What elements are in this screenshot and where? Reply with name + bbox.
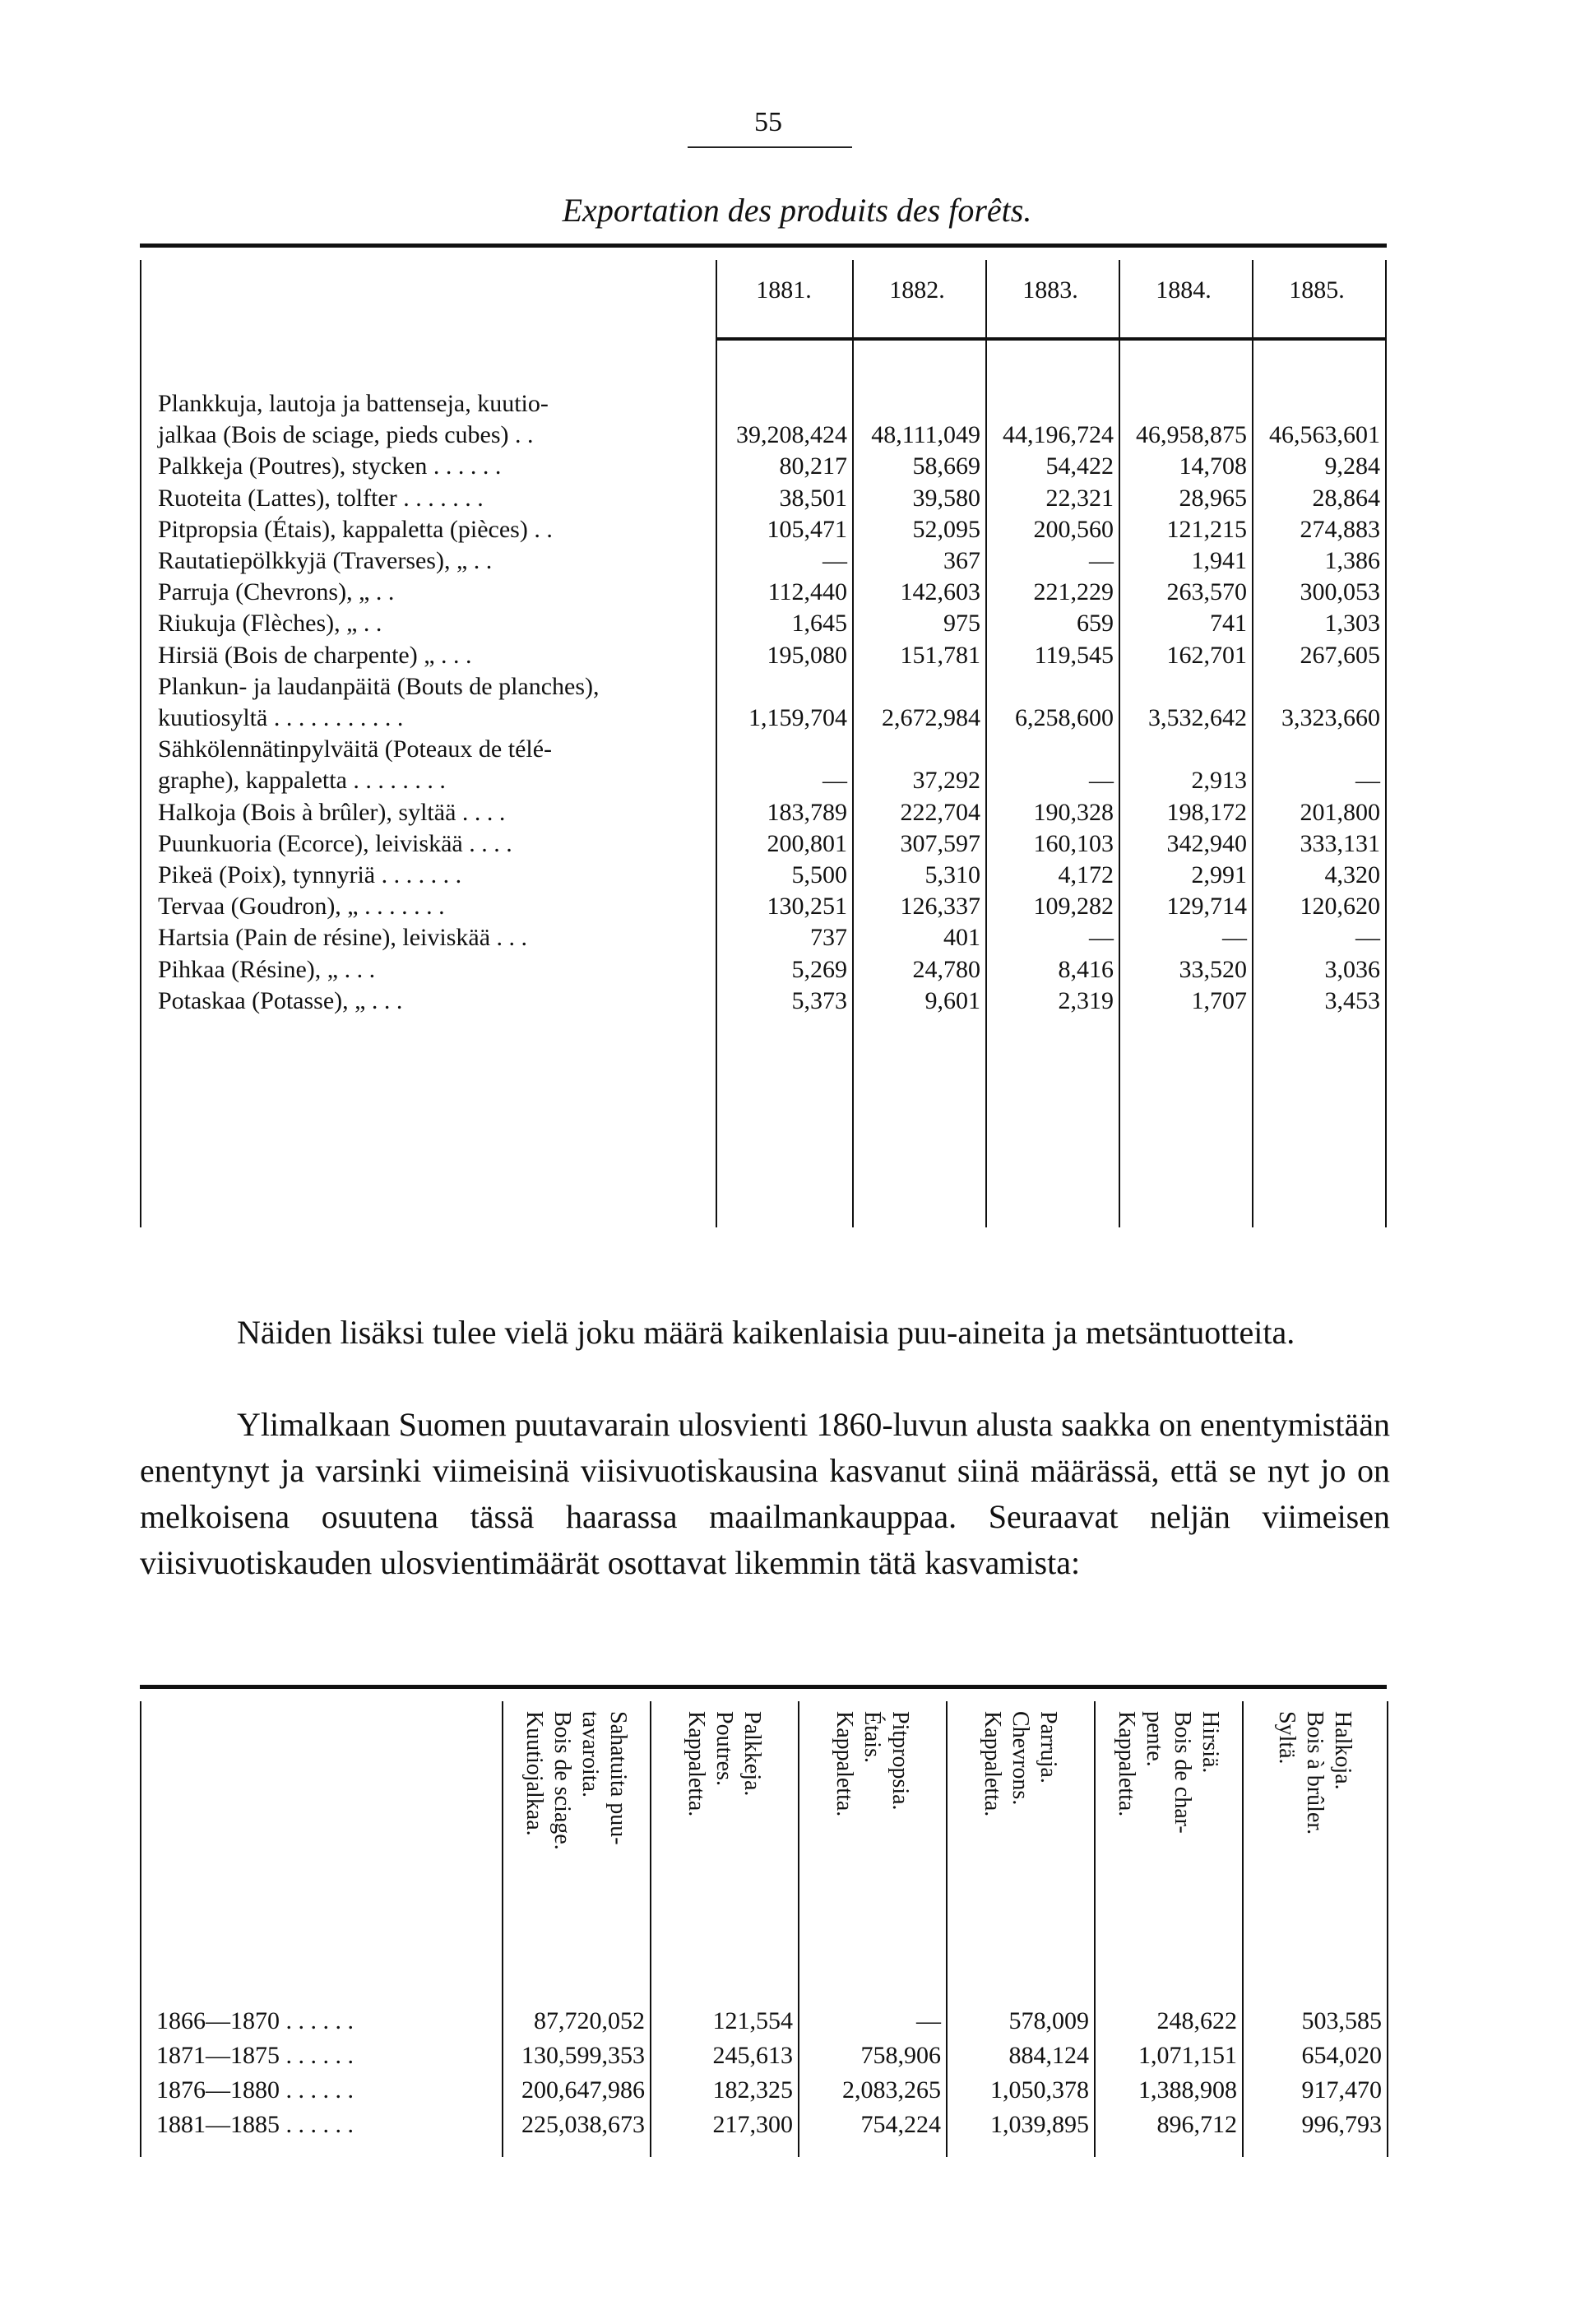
table-cell: 130,599,353 xyxy=(521,2042,645,2069)
table-cell: 333,131 xyxy=(1300,829,1380,857)
header-line: Chevrons. xyxy=(1008,1711,1033,1806)
table-left-rule xyxy=(140,260,141,1227)
paragraph-1 xyxy=(140,1310,1390,1356)
table-cell: 3,532,642 xyxy=(1148,704,1247,731)
table-cell: 129,714 xyxy=(1166,893,1247,921)
column-header-text xyxy=(830,1711,914,1816)
paragraph-text: Näiden lisäksi tulee vielä joku määrä kaikenlaisia puu-aineita ja metsäntuotteita. xyxy=(237,1314,1295,1351)
table-cell: 126,337 xyxy=(900,893,980,921)
table-cell: 3,453 xyxy=(1324,986,1380,1014)
column-rule xyxy=(852,260,854,1227)
table-cell: — xyxy=(1089,767,1114,795)
table-cell: 5,500 xyxy=(791,861,847,888)
table-cell: 87,720,052 xyxy=(534,2007,645,2034)
period-label: 1866—1870 . . . . . . xyxy=(156,2007,354,2034)
table-cell: 195,080 xyxy=(767,641,847,669)
table-cell: 1,707 xyxy=(1191,986,1247,1014)
header-line: Kappaletta. xyxy=(832,1711,857,1817)
row-label-line1: Plankun- ja laudanpäitä (Bouts de planches), xyxy=(158,672,600,700)
row-label: Pitpropsia (Étais), kappaletta (pièces) . . xyxy=(158,515,553,543)
table-cell: 33,520 xyxy=(1179,955,1247,983)
table-cell: 1,050,378 xyxy=(990,2076,1089,2104)
table-cell: 1,388,908 xyxy=(1138,2076,1237,2104)
table-cell: 130,251 xyxy=(767,893,847,921)
table-cell: 39,208,424 xyxy=(736,421,847,449)
column-header-text xyxy=(520,1711,632,1850)
table-cell: 2,083,265 xyxy=(842,2076,941,2104)
table-cell: 401 xyxy=(943,924,980,952)
column-header xyxy=(1242,1705,1387,1976)
table-cell: 659 xyxy=(1077,610,1114,638)
table-cell: 503,585 xyxy=(1301,2007,1382,2034)
table-cell: 109,282 xyxy=(1033,893,1114,921)
table-cell: 5,269 xyxy=(791,955,847,983)
table-cell: — xyxy=(1089,924,1114,952)
table-cell: 917,470 xyxy=(1301,2076,1382,2104)
table-cell: 38,501 xyxy=(779,484,847,512)
table-cell: 142,603 xyxy=(900,578,980,606)
table-cell: 52,095 xyxy=(912,515,980,543)
table-cell: 121,554 xyxy=(712,2007,793,2034)
table-cell: 105,471 xyxy=(767,515,847,543)
table-cell: 28,965 xyxy=(1179,484,1247,512)
table-cell: 28,864 xyxy=(1312,484,1380,512)
table-cell: 217,300 xyxy=(712,2111,793,2138)
table-cell: 112,440 xyxy=(767,578,847,606)
year-header: 1883. xyxy=(1022,276,1078,304)
column-header-text xyxy=(1272,1711,1356,1835)
column-header xyxy=(1094,1705,1242,1976)
column-header-text xyxy=(1112,1711,1224,1834)
row-label: Pikeä (Poix), tynnyriä . . . . . . . xyxy=(158,861,462,888)
table-cell: 1,941 xyxy=(1191,547,1247,574)
table-cell: — xyxy=(1089,547,1114,574)
table-cell: 200,801 xyxy=(767,829,847,857)
paragraph-text: Ylimalkaan Suomen puutavarain ulosvienti 1860-luvun alusta saakka on enentymistään enentynyt ja varsinki viimeisinä viisivuotiskausina kasvanut siinä määrässä, että se nyt jo on melkoisena osuutena tässä haarassa maailmankauppaa. Seuraavat neljän viimeisen viisivuotiskauden ulosvientimäärät osottavat likemmin tätä kasvamista: xyxy=(140,1406,1390,1581)
column-rule xyxy=(1385,260,1387,1227)
period-label: 1876—1880 . . . . . . xyxy=(156,2076,354,2104)
column-rule xyxy=(1252,260,1253,1227)
header-line: Hirsiä. xyxy=(1198,1711,1223,1774)
table-cell: 162,701 xyxy=(1166,641,1247,669)
table-cell: 182,325 xyxy=(712,2076,793,2104)
table-top-rule xyxy=(140,1685,1387,1689)
table-cell: — xyxy=(1222,924,1247,952)
row-label-line1: Plankkuja, lautoja ja battenseja, kuutio- xyxy=(158,390,549,417)
row-label: Parruja (Chevrons), „ . . xyxy=(158,578,395,606)
row-label: Riukuja (Flèches), „ . . xyxy=(158,610,382,638)
table-cell: 48,111,049 xyxy=(871,421,980,449)
table-cell: 274,883 xyxy=(1300,515,1380,543)
table-cell: 46,563,601 xyxy=(1269,421,1380,449)
table-cell: 5,373 xyxy=(791,986,847,1014)
column-header xyxy=(798,1705,946,1976)
header-line: Sahatuita puu- xyxy=(605,1711,631,1845)
table-cell: 190,328 xyxy=(1033,798,1114,826)
table-cell: 222,704 xyxy=(900,798,980,826)
table-cell: 267,605 xyxy=(1300,641,1380,669)
row-label: Hirsiä (Bois de charpente) „ . . . xyxy=(158,641,472,669)
table-cell: 198,172 xyxy=(1166,798,1247,826)
table-cell: 6,258,600 xyxy=(1015,704,1114,731)
header-line: Parruja. xyxy=(1036,1711,1061,1784)
row-label: Potaskaa (Potasse), „ . . . xyxy=(158,986,403,1014)
table-cell: 3,036 xyxy=(1324,955,1380,983)
table-cell: 37,292 xyxy=(912,767,980,795)
table-cell: 151,781 xyxy=(900,641,980,669)
table-cell: 884,124 xyxy=(1008,2042,1089,2069)
year-header: 1882. xyxy=(889,276,945,304)
table-cell: 248,622 xyxy=(1156,2007,1237,2034)
table-cell: 1,071,151 xyxy=(1138,2042,1237,2069)
header-line: Bois à brûler. xyxy=(1302,1711,1328,1835)
table-top-rule xyxy=(140,244,1387,248)
row-label: Palkkeja (Poutres), stycken . . . . . . xyxy=(158,452,502,480)
table-cell: 44,196,724 xyxy=(1003,421,1114,449)
column-rule xyxy=(716,260,717,1227)
table-cell: 758,906 xyxy=(860,2042,941,2069)
table-cell: — xyxy=(1355,924,1380,952)
table-cell: 183,789 xyxy=(767,798,847,826)
table-cell: 654,020 xyxy=(1301,2042,1382,2069)
table-cell: 121,215 xyxy=(1166,515,1247,543)
header-line: Syltä. xyxy=(1274,1711,1300,1765)
table-cell: 201,800 xyxy=(1300,798,1380,826)
table-cell: 200,560 xyxy=(1033,515,1114,543)
year-header: 1884. xyxy=(1156,276,1212,304)
column-header-text xyxy=(682,1711,766,1816)
table-cell: 5,310 xyxy=(924,861,980,888)
row-label: Tervaa (Goudron), „ . . . . . . . xyxy=(158,893,445,921)
table-cell: 54,422 xyxy=(1045,452,1114,480)
table-cell: 3,323,660 xyxy=(1281,704,1380,731)
table-cell: 1,159,704 xyxy=(748,704,847,731)
header-line: Poutres. xyxy=(711,1711,737,1786)
row-label-line1: Sähkölennätinpylväitä (Poteaux de télé- xyxy=(158,735,553,763)
table-cell: — xyxy=(822,547,847,574)
table-cell: 9,284 xyxy=(1324,452,1380,480)
table-cell: — xyxy=(822,767,847,795)
table-cell: 4,172 xyxy=(1058,861,1114,888)
table-cell: 80,217 xyxy=(779,452,847,480)
table-cell: 1,303 xyxy=(1324,610,1380,638)
header-line: Kappaletta. xyxy=(980,1711,1005,1817)
table-cell: 24,780 xyxy=(912,955,980,983)
page-number-rule xyxy=(688,146,852,148)
column-rule xyxy=(1387,1701,1388,2157)
table-cell: 120,620 xyxy=(1300,893,1380,921)
column-header xyxy=(502,1705,650,1976)
table-cell: 22,321 xyxy=(1045,484,1114,512)
header-line: Kappaletta. xyxy=(683,1711,709,1817)
header-line: Palkkeja. xyxy=(739,1711,765,1797)
row-label: Ruoteita (Lattes), tolfter . . . . . . . xyxy=(158,484,484,512)
table-cell: 737 xyxy=(810,924,847,952)
table-cell: 1,039,895 xyxy=(990,2111,1089,2138)
table-cell: 200,647,986 xyxy=(521,2076,645,2104)
header-line: Kappaletta. xyxy=(1114,1711,1139,1817)
year-header: 1885. xyxy=(1289,276,1345,304)
table-cell: 741 xyxy=(1210,610,1247,638)
header-line: tavaroita. xyxy=(577,1711,603,1798)
table-cell: 245,613 xyxy=(712,2042,793,2069)
header-rule xyxy=(716,337,1387,341)
header-line: Halkoja. xyxy=(1330,1711,1355,1790)
header-line: pente. xyxy=(1142,1711,1167,1767)
table-cell: 263,570 xyxy=(1166,578,1247,606)
paragraph-2 xyxy=(140,1402,1390,1586)
header-line: Étais. xyxy=(860,1711,885,1763)
table-cell: 58,669 xyxy=(912,452,980,480)
row-label: Puunkuoria (Ecorce), leiviskää . . . . xyxy=(158,829,512,857)
row-label: jalkaa (Bois de sciage, pieds cubes) . . xyxy=(158,421,534,449)
table-cell: 8,416 xyxy=(1058,955,1114,983)
row-label: Hartsia (Pain de résine), leiviskää . . . xyxy=(158,924,528,952)
table-cell: 2,913 xyxy=(1191,767,1247,795)
header-line: Kuutiojalkaa. xyxy=(521,1711,547,1836)
page-caption: Exportation des produits des forêts. xyxy=(562,192,1032,229)
table-cell: 46,958,875 xyxy=(1136,421,1247,449)
table-cell: — xyxy=(916,2007,941,2034)
column-header xyxy=(946,1705,1094,1976)
column-header xyxy=(650,1705,798,1976)
table-left-rule xyxy=(140,1701,141,2157)
table-cell: 14,708 xyxy=(1179,452,1247,480)
table-cell: 307,597 xyxy=(900,829,980,857)
table-cell: 896,712 xyxy=(1156,2111,1237,2138)
table-cell: 367 xyxy=(943,547,980,574)
row-label: kuutiosyltä . . . . . . . . . . . xyxy=(158,704,404,731)
period-label: 1881—1885 . . . . . . xyxy=(156,2111,354,2138)
header-line: Bois de sciage. xyxy=(549,1711,575,1850)
page-number: 55 xyxy=(754,107,782,137)
table-cell: 975 xyxy=(943,610,980,638)
table-cell: 754,224 xyxy=(860,2111,941,2138)
header-line: Pitpropsia. xyxy=(887,1711,913,1811)
table-cell: 996,793 xyxy=(1301,2111,1382,2138)
row-label: Halkoja (Bois à brûler), syltää . . . . xyxy=(158,798,506,826)
column-header-text xyxy=(978,1711,1062,1816)
period-label: 1871—1875 . . . . . . xyxy=(156,2042,354,2069)
row-label: Pihkaa (Résine), „ . . . xyxy=(158,955,376,983)
table-cell: 119,545 xyxy=(1034,641,1114,669)
header-line: Bois de char- xyxy=(1170,1711,1195,1834)
table-cell: 342,940 xyxy=(1166,829,1247,857)
row-label: Rautatiepölkkyjä (Traverses), „ . . xyxy=(158,547,493,574)
table-cell: — xyxy=(1355,767,1380,795)
column-rule xyxy=(1119,260,1120,1227)
table-cell: 1,645 xyxy=(791,610,847,638)
table-cell: 221,229 xyxy=(1033,578,1114,606)
export-table-annual xyxy=(140,244,1387,1227)
table-cell: 300,053 xyxy=(1300,578,1380,606)
table-cell: 2,991 xyxy=(1191,861,1247,888)
table-cell: 9,601 xyxy=(924,986,980,1014)
table-cell: 4,320 xyxy=(1324,861,1380,888)
export-table-quinquennial xyxy=(140,1685,1387,2157)
table-cell: 2,319 xyxy=(1058,986,1114,1014)
table-cell: 225,038,673 xyxy=(521,2111,645,2138)
year-header: 1881. xyxy=(756,276,812,304)
table-cell: 39,580 xyxy=(912,484,980,512)
table-cell: 1,386 xyxy=(1324,547,1380,574)
table-cell: 160,103 xyxy=(1033,829,1114,857)
table-cell: 2,672,984 xyxy=(882,704,980,731)
column-rule xyxy=(985,260,987,1227)
table-cell: 578,009 xyxy=(1008,2007,1089,2034)
row-label: graphe), kappaletta . . . . . . . . xyxy=(158,767,446,795)
